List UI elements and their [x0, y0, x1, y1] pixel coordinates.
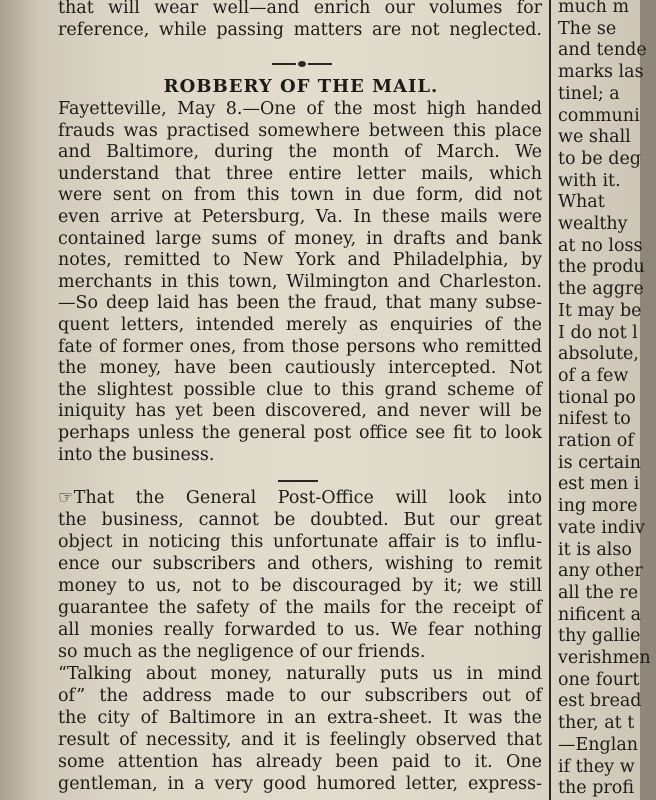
text-line: ence our subscribers and others, wishing to remit — [58, 554, 542, 574]
text-line: guarantee the safety of the mails for the receipt of — [58, 598, 542, 618]
text-line: I do not l — [558, 322, 638, 343]
text-line: and Baltimore, during the month of March. We — [58, 142, 542, 163]
text-line: Fayetteville, May 8.—One of the most high handed — [58, 99, 542, 119]
text-line: —So deep laid has been the fraud, that many subse- — [58, 293, 542, 314]
text-line: to be deg — [558, 148, 642, 169]
text-line: with it. — [558, 170, 621, 191]
text-line: the city of Baltimore in an extra-sheet. It was the — [58, 708, 542, 728]
headline: ROBBERY OF THE MAIL. — [163, 76, 439, 97]
text-line: of a few — [558, 365, 629, 386]
text-line: the produ — [558, 257, 645, 278]
text-line: is certain — [558, 452, 641, 473]
text-line: it is also — [558, 539, 632, 560]
text-line: the business, cannot be doubted. But our great — [58, 510, 542, 530]
text-line: ration of — [558, 431, 634, 451]
text-line: all the re — [558, 582, 639, 603]
text-line: —Englan — [558, 734, 639, 755]
text-line: much m — [558, 0, 630, 17]
text-line: nifest to — [558, 409, 631, 430]
text-line: est men i — [558, 474, 640, 495]
section-divider — [278, 480, 318, 482]
right-column — [556, 0, 656, 800]
text-line: into the business. — [58, 444, 215, 465]
left-column — [52, 0, 550, 800]
text-line: tinel; a — [558, 83, 620, 104]
text-line: wealthy — [558, 214, 628, 234]
text-line: notes, remitted to New York and Philadelphia, by — [58, 250, 542, 271]
text-line: thy gallie — [558, 626, 641, 647]
text-line: tional po — [558, 387, 636, 408]
text-line: so much as the negligence of our friends. — [58, 642, 426, 662]
text-line: “Talking about money, naturally puts us in mind — [58, 664, 542, 684]
text-line: we shall — [558, 127, 631, 148]
text-line: all monies really forwarded to us. We fear nothing — [58, 620, 542, 640]
text-line: even arrive at Petersburg, Va. In these mails were — [58, 207, 542, 227]
text-line: What — [558, 192, 605, 213]
text-line: iniquity has yet been discovered, and never will be — [58, 401, 542, 422]
text-line: vate indiv — [558, 517, 645, 538]
text-line: est bread — [558, 691, 642, 712]
text-line: ing more — [558, 496, 638, 517]
column-rule — [549, 0, 551, 800]
text-line: marks las — [558, 62, 644, 83]
text-line: The se — [558, 18, 617, 39]
text-line: result of necessity, and it is feelingly observed that — [58, 730, 542, 750]
text-line: nificent a — [558, 604, 641, 625]
text-line: the profi — [558, 778, 634, 799]
text-line: frauds was practised somewhere between this place — [58, 120, 542, 141]
text-line: contained large sums of money, in drafts and bank — [58, 228, 542, 249]
text-line: at no loss — [558, 235, 643, 256]
text-line: were sent on from this town in due form, did not — [58, 185, 542, 206]
text-line: perhaps unless the general post office see fit to look — [58, 423, 542, 443]
ornamental-rule — [272, 62, 332, 66]
text-line: communi — [558, 105, 640, 126]
text-line: fate of former ones, from those persons who remitted — [58, 336, 542, 357]
text-line: any other — [558, 561, 643, 582]
text-line: gentleman, in a very good humored letter, express- — [58, 774, 542, 794]
text-line: money to us, not to be discouraged by it; we still — [58, 576, 542, 596]
text-line: verishmen — [558, 648, 651, 668]
text-line: and tende — [558, 40, 647, 61]
text-line: ☞That the General Post-Office will look into — [58, 488, 542, 508]
text-line: of” the address made to our subscribers out of — [58, 686, 542, 706]
text-line: that will wear well—and enrich our volumes for — [58, 0, 542, 18]
text-line: reference, while passing matters are not neglected. — [58, 20, 542, 40]
text-line: ther, at t — [558, 713, 635, 734]
text-line: understand that three entire letter mails, which — [58, 163, 542, 184]
text-line: the slightest possible clue to this grand scheme of — [58, 379, 542, 400]
text-line: the money, have been cautiously intercepted. Not — [58, 358, 542, 379]
text-line: quent letters, intended merely as enquiries of the — [58, 315, 542, 335]
text-line: merchants in this town, Wilmington and Charleston. — [58, 271, 542, 292]
text-line: It may be — [558, 300, 642, 321]
text-line: object in noticing this unfortunate affair is to influ- — [58, 532, 542, 552]
text-line: one fourt — [558, 669, 640, 690]
text-line: some attention has already been paid to it. One — [58, 752, 542, 772]
text-line: if they w — [558, 756, 635, 777]
text-line: the aggre — [558, 279, 644, 300]
text-line: absolute, — [558, 344, 639, 365]
